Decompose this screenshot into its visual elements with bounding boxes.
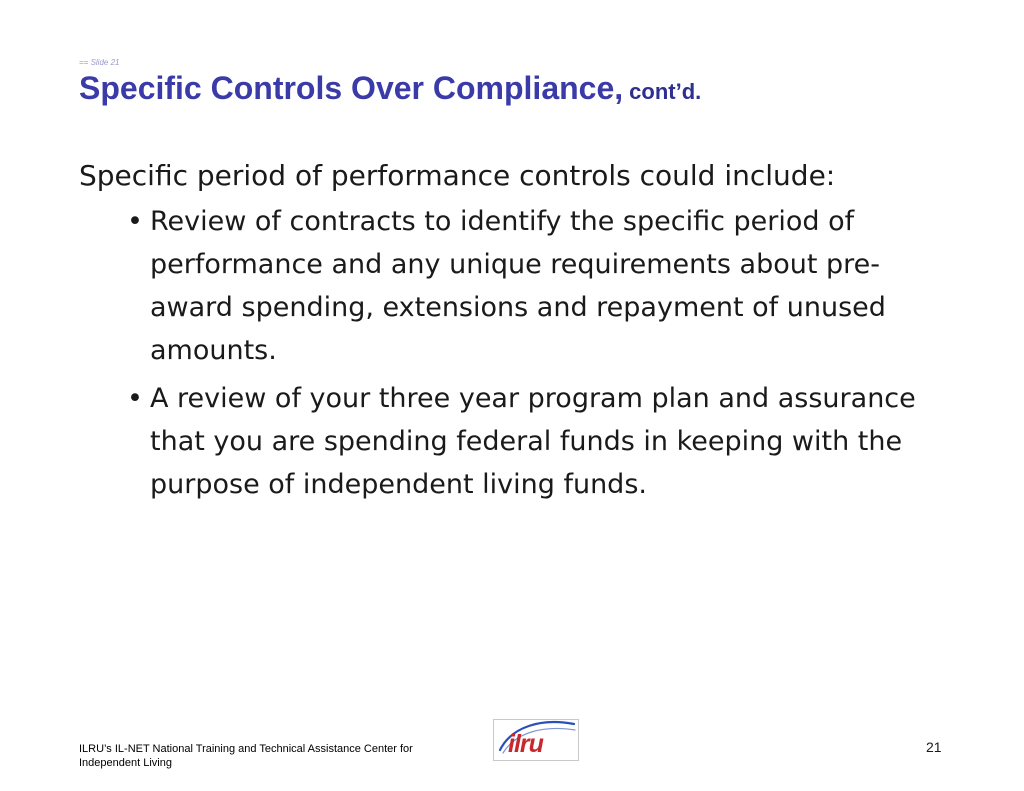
page-number: 21 (926, 739, 942, 755)
intro-text: Specific period of performance controls could include: (79, 159, 836, 192)
slide-title-suffix: cont’d. (629, 79, 702, 104)
slide-title-main: Specific Controls Over Compliance, (79, 70, 624, 106)
bullet-icon: • (127, 383, 143, 414)
bullet-text: Review of contracts to identify the specific period of performance and any unique requirements about pre-award spending, extensions and repayment of unused amounts. (150, 206, 886, 366)
logo-text: ilru (508, 730, 543, 758)
slide-title (79, 68, 701, 112)
bullet-item (79, 200, 959, 372)
bullet-item (79, 377, 959, 506)
bullet-list (79, 200, 959, 506)
bullet-icon: • (127, 206, 143, 237)
slide-marker: == Slide 21 (79, 58, 120, 67)
slide-content (79, 155, 959, 511)
bullet-text: A review of your three year program plan and assurance that you are spending federal funds in keeping with the purpose of independent living funds. (150, 383, 916, 500)
footer-text: ILRU’s IL-NET National Training and Technical Assistance Center for Independent Living (79, 743, 413, 769)
ilru-logo (493, 719, 579, 761)
